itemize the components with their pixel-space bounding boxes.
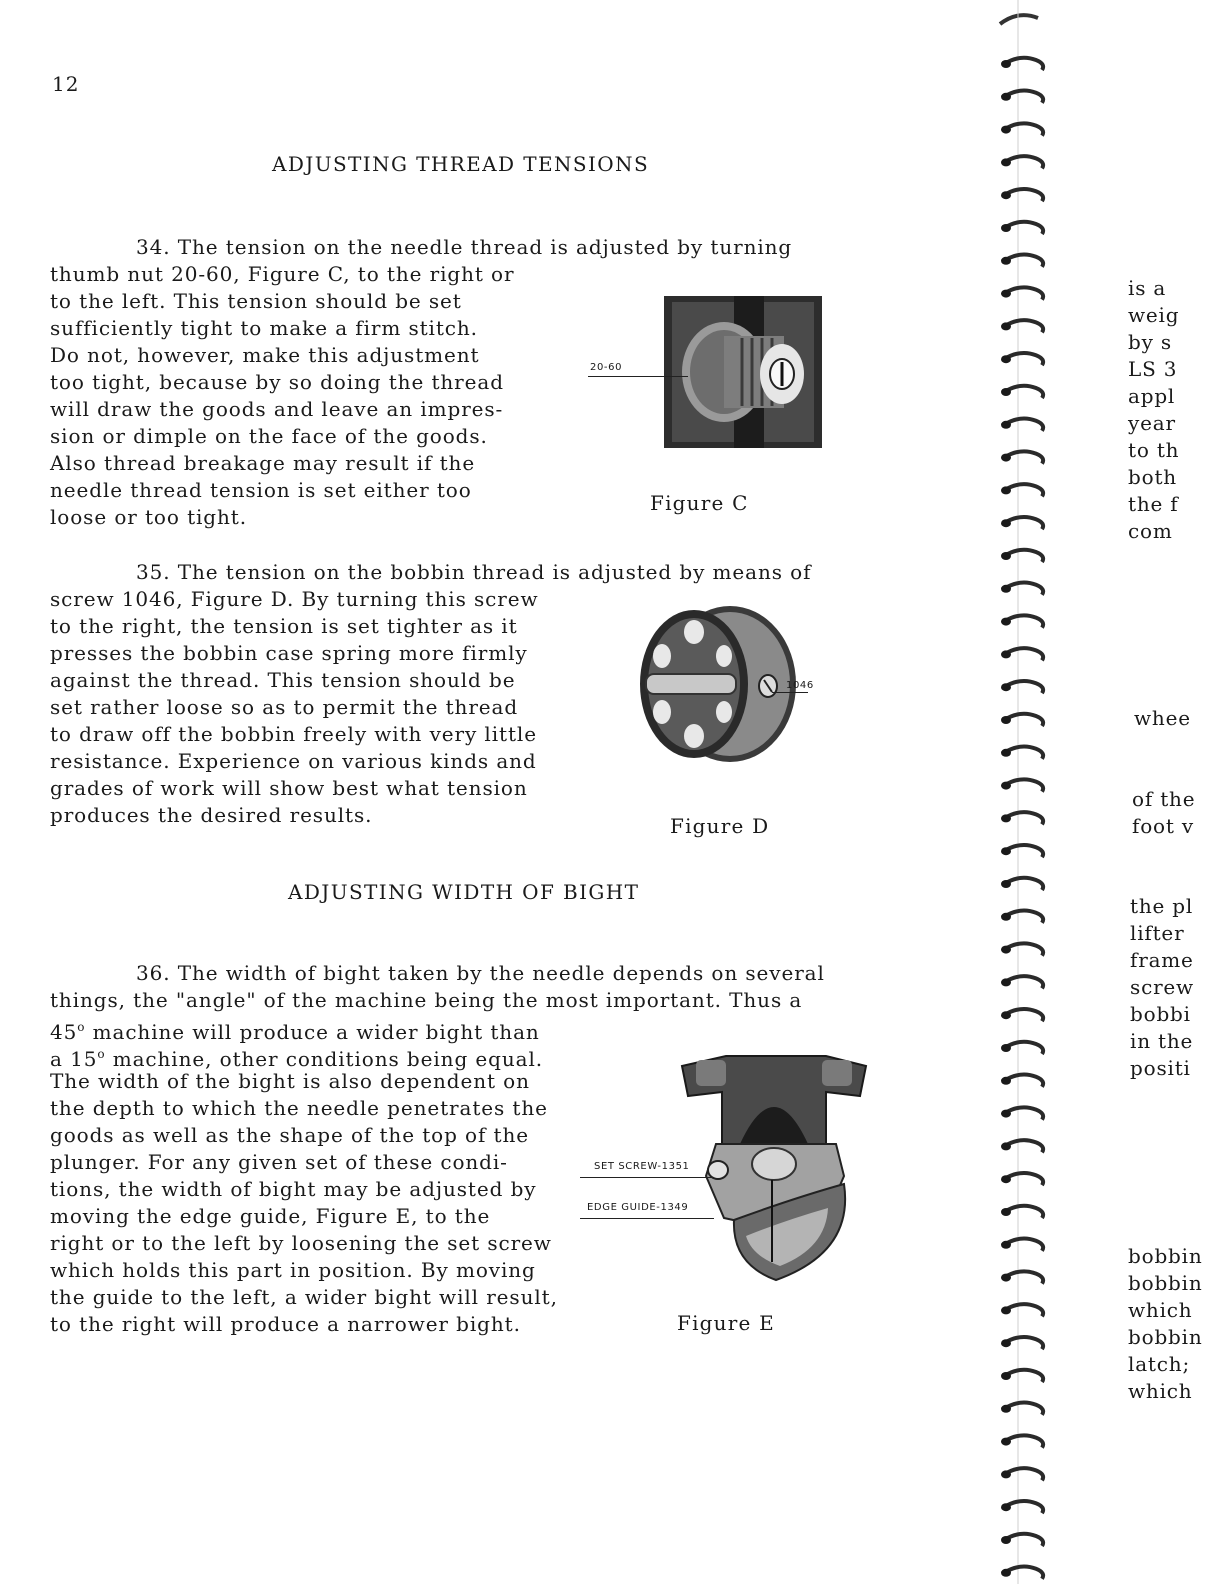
text-line: resistance. Experience on various kinds and (50, 749, 537, 773)
spiral-coil (1001, 976, 1043, 988)
fragment-line: weig (1128, 303, 1180, 327)
fragment-line: bobbin (1128, 1271, 1203, 1295)
fragment-line: positi (1130, 1056, 1191, 1080)
text-line: to the right, the tension is set tighter as it (50, 614, 518, 638)
text-line: to draw off the bobbin freely with very little (50, 722, 537, 746)
spiral-coil (1001, 1239, 1043, 1251)
fragment-line: year (1128, 411, 1176, 435)
text-line: things, the "angle" of the machine being the most important. Thus a (50, 988, 803, 1012)
text-line: thumb nut 20-60, Figure C, to the right or (50, 262, 515, 286)
figure-d-image (632, 590, 808, 772)
spiral-coil (1001, 1370, 1043, 1382)
fragment-line: is a (1128, 276, 1167, 300)
text-line: produces the desired results. (50, 803, 373, 827)
spiral-coil-top (1000, 15, 1038, 24)
fragment-line: LS 3 (1128, 357, 1178, 381)
spiral-coil (1001, 1567, 1043, 1579)
figure-e-leader-set-screw (580, 1177, 714, 1178)
spiral-coil (1001, 517, 1043, 529)
fragment-line: which (1128, 1379, 1193, 1403)
fragment-line: both (1128, 465, 1177, 489)
text-line: 36. The width of bight taken by the needle depends on several (136, 961, 825, 985)
text-line: presses the bobbin case spring more firmly (50, 641, 528, 665)
text-line: against the thread. This tension should be (50, 668, 516, 692)
figure-c-leader (588, 376, 688, 377)
spiral-coil (1001, 419, 1043, 431)
figure-d-label: 1046 (786, 680, 814, 691)
degree-superscript: o (97, 1047, 106, 1061)
spiral-coil (1001, 255, 1043, 267)
fragment-line: to th (1128, 438, 1180, 462)
text-line: moving the edge guide, Figure E, to the (50, 1204, 491, 1228)
spiral-coil (1001, 1075, 1043, 1087)
spiral-coil (1001, 812, 1043, 824)
degree-number: 45 (50, 1020, 78, 1044)
text-line: the depth to which the needle penetrates the (50, 1096, 548, 1120)
fragment-line: appl (1128, 384, 1176, 408)
spiral-coil (1001, 1206, 1043, 1218)
fragment-line: bobbin (1128, 1244, 1203, 1268)
figure-c-label: 20-60 (590, 362, 623, 373)
text-line: too tight, because by so doing the thread (50, 370, 504, 394)
spiral-coil (1001, 451, 1043, 463)
spiral-coil (1001, 1009, 1043, 1021)
fragment-line: bobbi (1130, 1002, 1191, 1026)
text-line: the guide to the left, a wider bight will result, (50, 1285, 558, 1309)
text-fragment: machine will produce a wider bight than (85, 1020, 540, 1044)
spiral-coil (1001, 123, 1043, 135)
figure-e-label-set-screw: SET SCREW-1351 (594, 1161, 690, 1172)
spiral-coil (1001, 1403, 1043, 1415)
spiral-coil (1001, 1501, 1043, 1513)
figure-c-image (664, 296, 822, 448)
text-line: goods as well as the shape of the top of the (50, 1123, 529, 1147)
spiral-coil (1001, 1337, 1043, 1349)
spiral-coil (1001, 878, 1043, 890)
degree-superscript: o (77, 1020, 86, 1034)
spiral-coil (1001, 156, 1043, 168)
fragment-line: whee (1134, 706, 1191, 730)
fragment-line: in the (1130, 1029, 1194, 1053)
spiral-coil (1001, 91, 1043, 103)
text-line: Do not, however, make this adjustment (50, 343, 480, 367)
fragment-line: which (1128, 1298, 1193, 1322)
text-line: screw 1046, Figure D. By turning this screw (50, 587, 539, 611)
spiral-coil (1001, 1173, 1043, 1185)
spiral-coil (1001, 1042, 1043, 1054)
spiral-coil (1001, 1271, 1043, 1283)
spiral-coil (1001, 1140, 1043, 1152)
text-line: sion or dimple on the face of the goods. (50, 424, 488, 448)
fragment-group (1134, 705, 1191, 732)
text-line: grades of work will show best what tension (50, 776, 528, 800)
spiral-coil (1001, 1468, 1043, 1480)
spiral-coil (1001, 386, 1043, 398)
spiral-coil (1001, 779, 1043, 791)
figure-e-image (676, 1052, 872, 1284)
text-line: to the right will produce a narrower bight. (50, 1312, 521, 1336)
figure-c-caption: Figure C (650, 491, 749, 515)
text-line: sufficiently tight to make a firm stitch. (50, 316, 478, 340)
fragment-line: latch; (1128, 1352, 1190, 1376)
fragment-line: the f (1128, 492, 1179, 516)
page-number: 12 (52, 72, 80, 96)
figure-e-leader-edge-guide (580, 1218, 714, 1219)
figure-d-leader (772, 692, 808, 693)
fragment-line: com (1128, 519, 1173, 543)
text-fragment: a 15 (50, 1047, 98, 1071)
fragment-line: screw (1130, 975, 1194, 999)
text-line: set rather loose so as to permit the thread (50, 695, 519, 719)
fragment-group (1128, 275, 1179, 545)
figure-d-caption: Figure D (670, 814, 770, 838)
spiral-coil (1001, 550, 1043, 562)
text-line: to the left. This tension should be set (50, 289, 462, 313)
text-line: plunger. For any given set of these condi- (50, 1150, 508, 1174)
text-line: needle thread tension is set either too (50, 478, 472, 502)
text-line: right or to the left by loosening the set screw (50, 1231, 552, 1255)
spiral-coil (1001, 189, 1043, 201)
spiral-coil (1001, 320, 1043, 332)
spiral-coil (1001, 58, 1043, 70)
spiral-coil (1001, 648, 1043, 660)
spiral-coil (1001, 222, 1043, 234)
spiral-coil (1001, 287, 1043, 299)
spiral-coil (1001, 1304, 1043, 1316)
heading-width-of-bight: ADJUSTING WIDTH OF BIGHT (288, 880, 640, 904)
spiral-coil (1001, 1107, 1043, 1119)
spiral-coil (1001, 353, 1043, 365)
spiral-binding (992, 0, 1072, 1584)
figure-e-caption: Figure E (677, 1311, 775, 1335)
fragment-line: the pl (1130, 894, 1194, 918)
spiral-coil (1001, 1435, 1043, 1447)
fragment-line: foot v (1132, 814, 1194, 838)
text-line: 34. The tension on the needle thread is adjusted by turning (136, 235, 793, 259)
text-line: tions, the width of bight may be adjusted by (50, 1177, 537, 1201)
spiral-coil (1001, 845, 1043, 857)
text-fragment: machine, other conditions being equal. (105, 1047, 544, 1071)
spiral-coil (1001, 1534, 1043, 1546)
text-line: The width of the bight is also dependent on (50, 1069, 530, 1093)
spiral-coil (1001, 943, 1043, 955)
fragment-line: bobbin (1128, 1325, 1203, 1349)
fragment-line: lifter (1130, 921, 1185, 945)
fragment-line: frame (1130, 948, 1194, 972)
fragment-group (1128, 1243, 1203, 1405)
spiral-coil (1001, 583, 1043, 595)
text-line: loose or too tight. (50, 505, 247, 529)
spiral-coil (1001, 911, 1043, 923)
spiral-coil (1001, 615, 1043, 627)
text-line: which holds this part in position. By moving (50, 1258, 536, 1282)
spiral-coil (1001, 747, 1043, 759)
text-line: 35. The tension on the bobbin thread is adjusted by means of (136, 560, 812, 584)
fragment-group (1130, 893, 1194, 1082)
text-line: Also thread breakage may result if the (50, 451, 476, 475)
spiral-coil (1001, 714, 1043, 726)
fragment-group (1132, 786, 1195, 840)
spiral-coil (1001, 484, 1043, 496)
spiral-coil (1001, 681, 1043, 693)
figure-e-label-edge-guide: EDGE GUIDE-1349 (587, 1202, 689, 1213)
heading-thread-tensions: ADJUSTING THREAD TENSIONS (272, 152, 650, 176)
fragment-line: of the (1132, 787, 1196, 811)
text-line: will draw the goods and leave an impres- (50, 397, 504, 421)
fragment-line: by s (1128, 330, 1172, 354)
